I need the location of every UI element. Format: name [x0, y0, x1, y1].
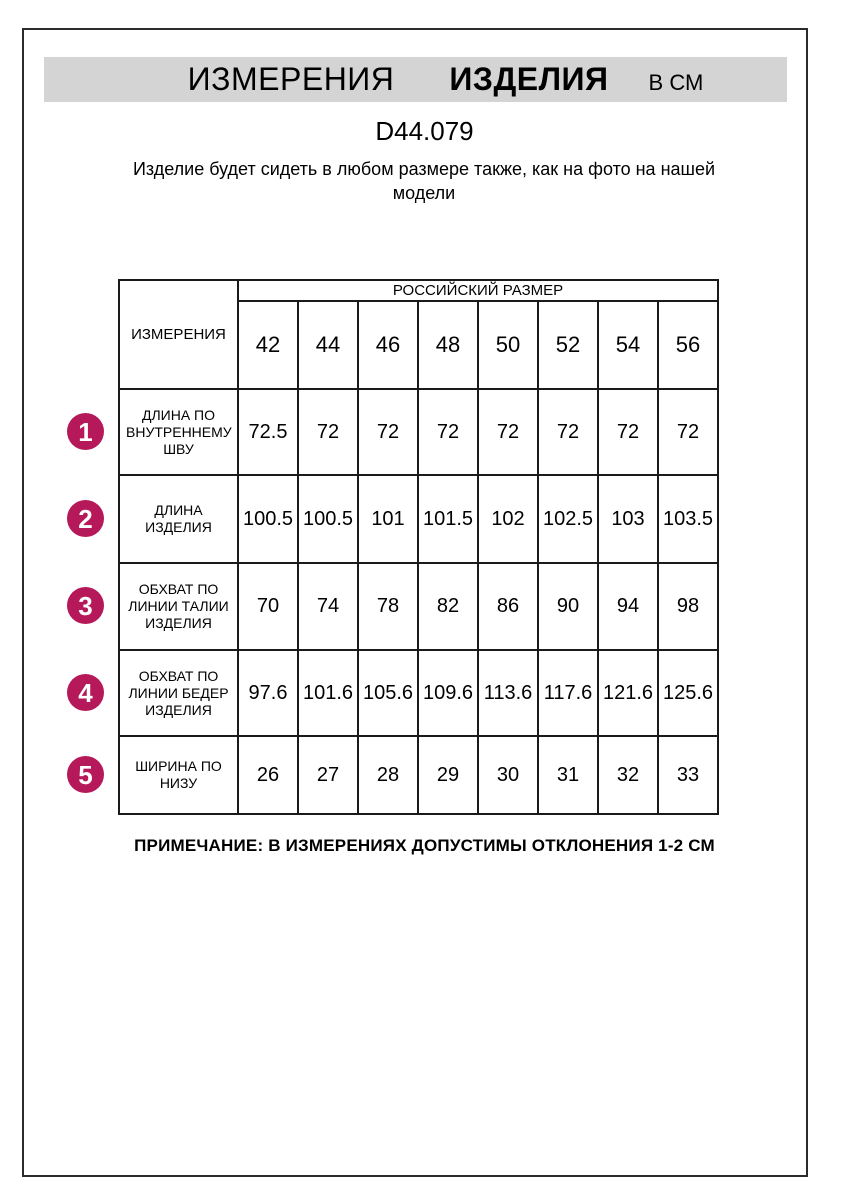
row-badge-5: 5 [67, 756, 104, 793]
measurements-column-header: ИЗМЕРЕНИЯ [119, 280, 238, 389]
value-cell: 72 [298, 389, 358, 475]
table-row [119, 650, 718, 736]
size-header-cell: 44 [298, 301, 358, 389]
value-cell: 78 [358, 563, 418, 650]
value-cell: 113.6 [478, 650, 538, 736]
value-cell: 101.6 [298, 650, 358, 736]
row-badge-4: 4 [67, 674, 104, 711]
table-row [119, 475, 718, 563]
value-cell: 72 [478, 389, 538, 475]
value-cell: 31 [538, 736, 598, 814]
row-badge-2: 2 [67, 500, 104, 537]
size-table-body [119, 389, 718, 814]
size-header-cell: 52 [538, 301, 598, 389]
note-text: ПРИМЕЧАНИЕ: В ИЗМЕРЕНИЯХ ДОПУСТИМЫ ОТКЛОНЕНИЯ 1-2 СМ [134, 836, 715, 855]
value-cell: 72.5 [238, 389, 298, 475]
size-header-cell: 56 [658, 301, 718, 389]
value-cell: 72 [598, 389, 658, 475]
value-cell: 27 [298, 736, 358, 814]
size-header-cell: 48 [418, 301, 478, 389]
value-cell: 72 [418, 389, 478, 475]
value-cell: 121.6 [598, 650, 658, 736]
value-cell: 98 [658, 563, 718, 650]
row-label: ДЛИНА ПО ВНУТРЕННЕМУ ШВУ [119, 389, 238, 475]
value-cell: 70 [238, 563, 298, 650]
value-cell: 72 [358, 389, 418, 475]
value-cell: 101 [358, 475, 418, 563]
value-cell: 72 [658, 389, 718, 475]
title-measurements: ИЗМЕРЕНИЯ [187, 61, 395, 97]
value-cell: 33 [658, 736, 718, 814]
size-header-cell: 50 [478, 301, 538, 389]
table-row [119, 736, 718, 814]
value-cell: 103.5 [658, 475, 718, 563]
product-code: D44.079 [375, 116, 474, 146]
value-cell: 101.5 [418, 475, 478, 563]
title-unit: В СМ [648, 70, 704, 95]
value-cell: 102.5 [538, 475, 598, 563]
size-header-cell: 54 [598, 301, 658, 389]
russian-size-header: РОССИЙСКИЙ РАЗМЕР [238, 280, 718, 301]
value-cell: 105.6 [358, 650, 418, 736]
value-cell: 86 [478, 563, 538, 650]
size-header-cell: 42 [238, 301, 298, 389]
row-label: ДЛИНА ИЗДЕЛИЯ [119, 475, 238, 563]
table-row [119, 563, 718, 650]
value-cell: 26 [238, 736, 298, 814]
size-header-cell: 46 [358, 301, 418, 389]
title-product: ИЗДЕЛИЯ [449, 61, 609, 97]
value-cell: 82 [418, 563, 478, 650]
header-bar [44, 57, 787, 102]
value-cell: 100.5 [238, 475, 298, 563]
size-table-header [119, 280, 718, 389]
value-cell: 103 [598, 475, 658, 563]
value-cell: 30 [478, 736, 538, 814]
value-cell: 90 [538, 563, 598, 650]
value-cell: 94 [598, 563, 658, 650]
value-cell: 32 [598, 736, 658, 814]
value-cell: 102 [478, 475, 538, 563]
row-badge-3: 3 [67, 587, 104, 624]
product-description: Изделие будет сидеть в любом размере также, как на фото на нашей модели [132, 159, 716, 203]
row-badge-1: 1 [67, 413, 104, 450]
value-cell: 74 [298, 563, 358, 650]
value-cell: 29 [418, 736, 478, 814]
row-label: ОБХВАТ ПО ЛИНИИ БЕДЕР ИЗДЕЛИЯ [119, 650, 238, 736]
value-cell: 100.5 [298, 475, 358, 563]
value-cell: 117.6 [538, 650, 598, 736]
row-label: ОБХВАТ ПО ЛИНИИ ТАЛИИ ИЗДЕЛИЯ [119, 563, 238, 650]
value-cell: 28 [358, 736, 418, 814]
value-cell: 125.6 [658, 650, 718, 736]
row-label: ШИРИНА ПО НИЗУ [119, 736, 238, 814]
table-row [119, 389, 718, 475]
value-cell: 97.6 [238, 650, 298, 736]
size-table [118, 279, 719, 815]
value-cell: 109.6 [418, 650, 478, 736]
value-cell: 72 [538, 389, 598, 475]
page-title [188, 61, 704, 98]
